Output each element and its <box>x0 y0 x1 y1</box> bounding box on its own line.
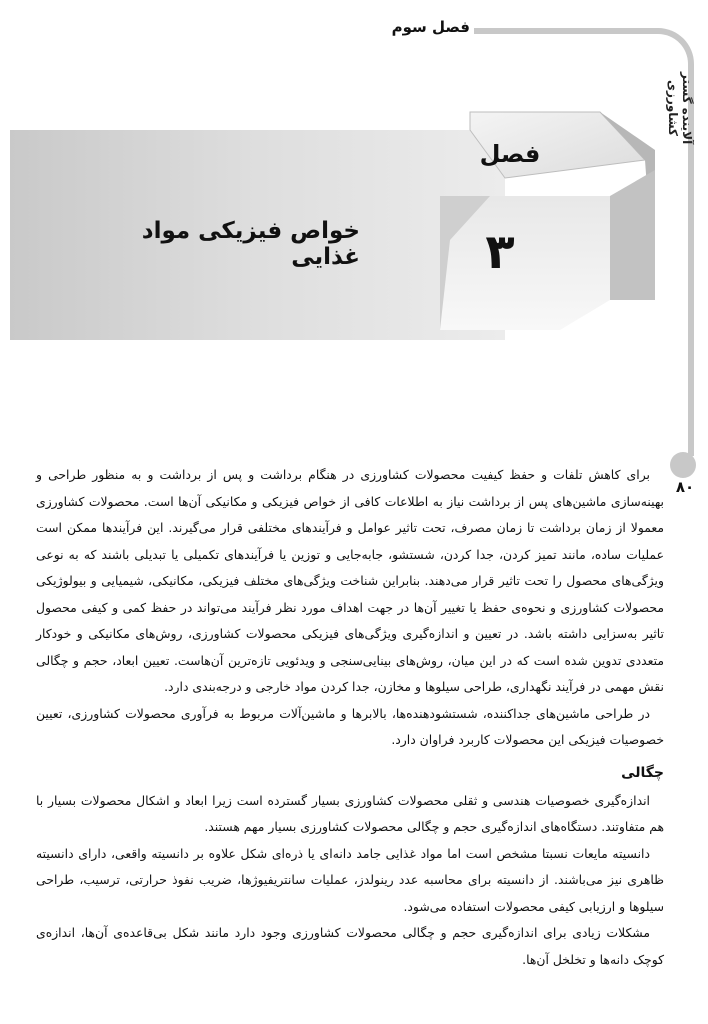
chapter-word: فصل <box>479 140 541 168</box>
section-paragraph: اندازه‌گیری خصوصیات هندسی و ثقلی محصولات کشاورزی بسیار گسترده است زیرا ابعاد و اشکال محصولات بسیار با هم متفاوتند. دستگاه‌های اندازه‌گیری حجم و چگالی محصولات کشاورزی بسیار مهم هستند. <box>36 792 664 834</box>
running-head: فصل سوم <box>391 18 470 36</box>
body-paragraph: برای کاهش تلفات و حفظ کیفیت محصولات کشاورزی در هنگام برداشت و پس از برداشت و به منظور طراحی و بهینه‌سازی ماشین‌های پس از برداشت نیاز به اطلاعات کافی از خواص فیزیکی و مکانیکی آن‌ها است. محصولات کشاورزی معمولا از زمان برداشت تا زمان مصرف، تحت تاثیر عوامل و فرآیندهای مختلفی قرار می‌گیرند. این فرآیندها ممکن است عملیات ساده، مانند تمیز کردن، جدا کردن، شستشو، جابه‌جایی و توزین یا فرآیندهای تکمیلی یا تبدیلی باشند که به نوعی ویژگی‌های محصول را تحت تاثیر قرار می‌دهند. بنابراین شناخت ویژگی‌های مختلف فیزیکی، مکانیکی، شیمیایی و بیولوژیکی محصولات کشاورزی و نحوه‌ی حفظ یا تغییر آن‌ها در جهت اهداف مورد نظر فرآیند می‌تواند در حفظ کمی و کیفی محصول تاثیر به‌سزایی داشته باشد. در تعیین و اندازه‌گیری ویژگی‌های فیزیکی محصولات کشاورزی، روش‌های مکانیکی و خودکار متعددی تدوین شده است که در این میان، روش‌های بینایی‌سنجی و ویدئویی تازه‌ترین آن‌هاست. تعیین ابعاد، حجم و چگالی نقش مهمی در فرآیند نگهداری، طراحی سیلوها و مخازن، جدا کردن مواد خارجی و درجه‌بندی دارد. <box>36 467 664 694</box>
section-paragraph: مشکلات زیادی برای اندازه‌گیری حجم و چگالی محصولات کشاورزی وجود دارد مانند شکل بی‌قاعده‌ی آن‌ها، اندازه‌ی کوچک دانه‌ها و تخلخل آن‌ها. <box>36 925 664 967</box>
body-paragraph: در طراحی ماشین‌های جداکننده، شستشودهنده‌ها، بالابرها و ماشین‌آلات مربوط به فرآوری محصولات کشاورزی، تعیین خصوصیات فیزیکی این محصولات کاربرد فراوان دارد. <box>36 705 664 747</box>
chapter-body <box>36 462 664 973</box>
section-paragraph: دانسیته مایعات نسبتا مشخص است اما مواد غذایی جامد دانه‌ای یا ذره‌ای شکل علاوه بر دانسیته واقعی، دارای دانسیته ظاهری نیز می‌باشند. از دانسیته برای محاسبه عدد رینولدز، عملیات سانتریفیوژها، ضریب نفوذ حرارتی، ترسیب، طراحی سیلوها و ارزیابی کیفی محصولات استفاده می‌شود. <box>36 845 664 914</box>
chapter-banner <box>0 0 708 350</box>
section-heading: چگالی <box>621 764 664 781</box>
chapter-number: ۳ <box>485 224 515 280</box>
banner-number-edge <box>610 170 655 300</box>
book-title: آلاینده گستر کشاورزی <box>666 71 694 145</box>
chapter-title: خواص فیزیکی مواد غذایی <box>141 218 360 270</box>
page-marker <box>670 452 696 478</box>
page-number: ۸۰ <box>675 478 695 496</box>
